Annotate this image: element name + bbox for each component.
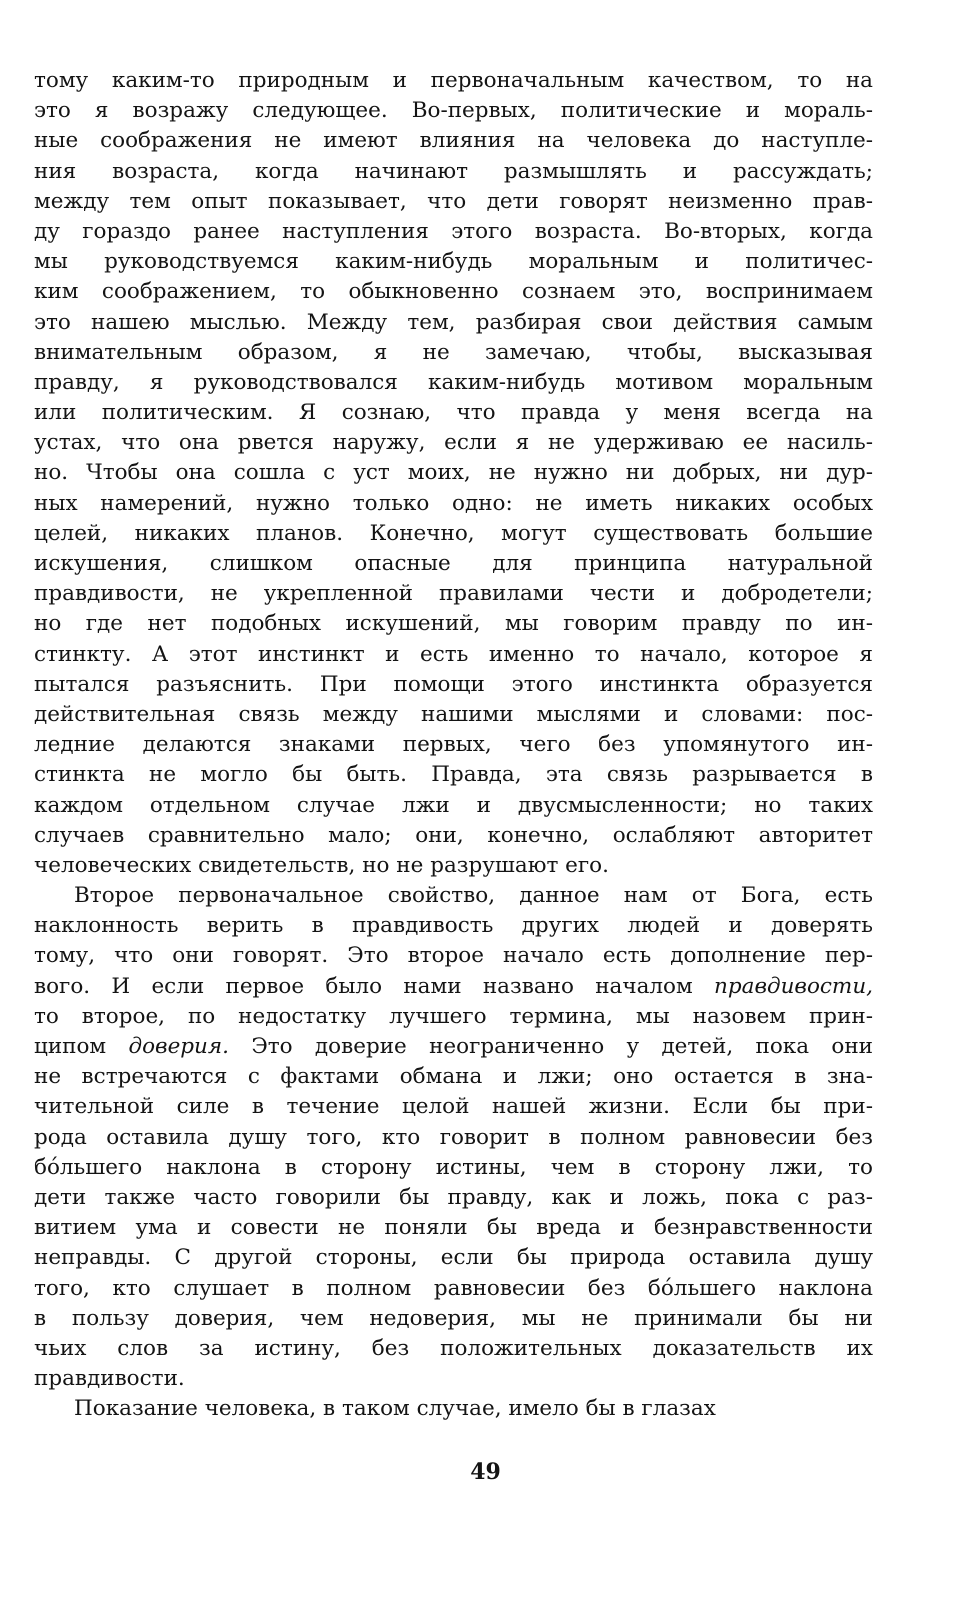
text-line: правду, я руководствовался каким-нибудь мотивом моральным bbox=[34, 369, 873, 395]
text-line: ные соображения не имеют влияния на человека до наступле- bbox=[34, 128, 873, 154]
paragraph bbox=[34, 1394, 873, 1424]
text-line: или политическим. Я сознаю, что правда у меня всегда на bbox=[34, 400, 873, 426]
text-line: это нашею мыслью. Между тем, разбирая свои действия самым bbox=[34, 309, 873, 335]
text-line: Показание человека, в таком случае, имело бы в глазах bbox=[74, 1396, 716, 1422]
text-line: того, кто слушает в полном равновесии без бо́льшего наклона bbox=[34, 1275, 873, 1301]
text-line: чьих слов за истину, без положительных доказательств их bbox=[34, 1335, 873, 1361]
text-line: мы руководствуемся каким-нибудь моральным и политичес- bbox=[34, 249, 873, 275]
text-line: бо́льшего наклона в сторону истины, чем в сторону лжи, то bbox=[34, 1154, 873, 1180]
text-line: правдивости. bbox=[34, 1366, 185, 1392]
page-number: 49 bbox=[470, 1459, 501, 1485]
text-line: ных намерений, нужно только одно: не иметь никаких особых bbox=[34, 490, 873, 516]
text-line: случаев сравнительно мало; они, конечно, ослабляют авторитет bbox=[34, 822, 873, 848]
text-line: вого. И если первое было нами названо началом правдивости, bbox=[34, 973, 873, 999]
text-line: ния возраста, когда начинают размышлять и рассуждать; bbox=[34, 158, 873, 184]
text-line: Второе первоначальное свойство, данное нам от Бога, есть bbox=[74, 883, 873, 909]
text-line: правдивости, не укрепленной правилами чести и добродетели; bbox=[34, 581, 873, 607]
text-line: не встречаются с фактами обмана и лжи; оно остается в зна- bbox=[34, 1064, 873, 1090]
text-line: ким соображением, то обыкновенно сознаем это, воспринимаем bbox=[34, 279, 873, 305]
text-line: это я возражу следующее. Во-первых, политические и мораль- bbox=[34, 98, 873, 124]
text-line: ледние делаются знаками первых, чего без упомянутого ин- bbox=[34, 732, 873, 758]
text-line: пытался разъяснить. При помощи этого инстинкта образуется bbox=[34, 671, 873, 697]
paragraph bbox=[34, 66, 873, 881]
text-line: искушения, слишком опасные для принципа натуральной bbox=[34, 551, 873, 576]
text-line: наклонность верить в правдивость других людей и доверять bbox=[34, 913, 873, 939]
text-line: витием ума и совести не поняли бы вреда и безнравственности bbox=[34, 1215, 873, 1241]
text-line: действительная связь между нашими мыслями и словами: пос- bbox=[34, 701, 873, 727]
text-line: внимательным образом, я не замечаю, чтобы, высказывая bbox=[34, 339, 873, 365]
text-line: но. Чтобы она сошла с уст моих, не нужно ни добрых, ни дур- bbox=[34, 460, 873, 486]
text-line: ципом доверия. Это доверие неограниченно у детей, пока они bbox=[34, 1034, 873, 1059]
text-line: ду гораздо ранее наступления этого возраста. Во-вторых, когда bbox=[34, 218, 873, 244]
paragraph bbox=[34, 881, 873, 1394]
text-line: каждом отдельном случае лжи и двусмысленности; но таких bbox=[34, 792, 873, 818]
text-line: стинкта не могло бы быть. Правда, эта связь разрывается в bbox=[34, 762, 873, 788]
text-line: тому, что они говорят. Это второе начало есть дополнение пер- bbox=[34, 943, 873, 969]
text-line: рода оставила душу того, кто говорит в полном равновесии без bbox=[34, 1124, 873, 1150]
text-line: то второе, по недостатку лучшего термина, мы назовем прин- bbox=[34, 1003, 873, 1029]
text-line: неправды. С другой стороны, если бы природа оставила душу bbox=[34, 1245, 873, 1271]
text-line: тому каким-то природным и первоначальным качеством, то на bbox=[34, 68, 873, 93]
text-line: человеческих свидетельств, но не разрушают его. bbox=[34, 852, 609, 878]
text-line: в пользу доверия, чем недоверия, мы не принимали бы ни bbox=[34, 1305, 873, 1331]
page-body bbox=[34, 66, 873, 1424]
text-line: между тем опыт показывает, что дети говорят неизменно прав- bbox=[34, 188, 873, 214]
text-line: целей, никаких планов. Конечно, могут существовать большие bbox=[34, 520, 873, 546]
text-line: чительной силе в течение целой нашей жизни. Если бы при- bbox=[34, 1094, 873, 1120]
text-line: стинкту. А этот инстинкт и есть именно то начало, которое я bbox=[34, 641, 873, 667]
text-line: устах, что она рвется наружу, если я не удерживаю ее насиль- bbox=[34, 430, 873, 456]
text-line: дети также часто говорили бы правду, как и ложь, пока с раз- bbox=[34, 1184, 873, 1210]
text-line: но где нет подобных искушений, мы говорим правду по ин- bbox=[34, 611, 873, 637]
text-column bbox=[34, 66, 873, 1424]
